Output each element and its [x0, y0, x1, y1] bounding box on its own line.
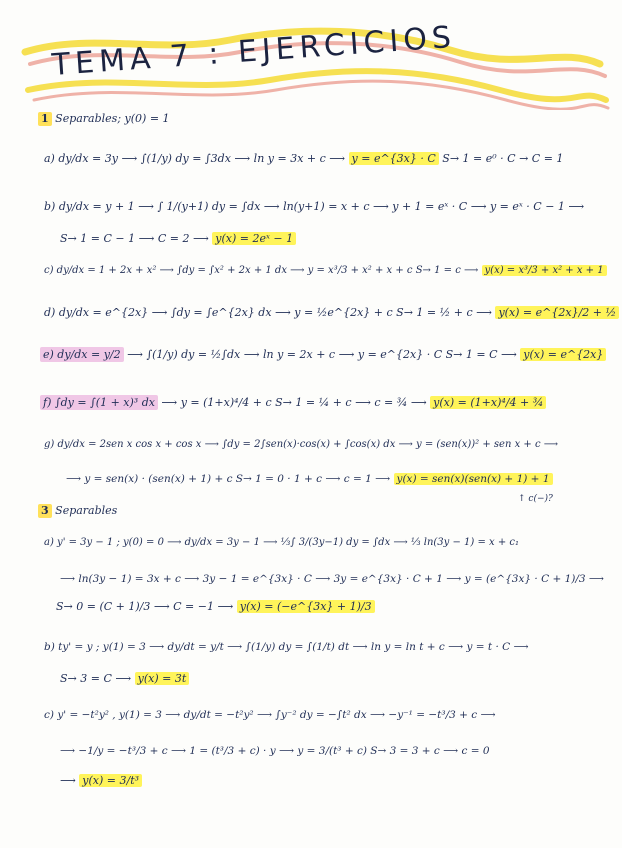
- equation-row: [60, 744, 490, 758]
- equation-row: [44, 438, 558, 452]
- equation-row: [56, 600, 375, 614]
- highlighted-result: y(x) = 3/t³: [79, 774, 142, 787]
- equation-text: b) dy/dx = y + 1 ⟶ ∫ 1/(y+1) dy = ∫dx ⟶ ln(y+1) = x + c ⟶ y + 1 = eˣ · C ⟶ y = eˣ · C − 1 ⟶: [44, 200, 585, 213]
- equation-text: S→ 1 = C − 1 ⟶ C = 2 ⟶: [60, 232, 213, 245]
- equation-text: S→ 0 = (C + 1)/3 ⟶ C = −1 ⟶: [56, 600, 237, 613]
- highlighted-result: y(x) = 3t: [135, 672, 190, 685]
- section-heading: [38, 112, 170, 126]
- equation-row: [44, 640, 529, 654]
- equation-text: a) y' = 3y − 1 ; y(0) = 0 ⟶ dy/dx = 3y − 1 ⟶ ⅓∫ 3/(3y−1) dy = ∫dx ⟶ ⅓ ln(3y − 1) = x + c₁: [44, 537, 520, 548]
- section-number: 3: [38, 504, 52, 518]
- highlighted-result: y(x) = sen(x)(sen(x) + 1) + 1: [394, 473, 553, 485]
- equation-text: b) ty' = y ; y(1) = 3 ⟶ dy/dt = y/t ⟶ ∫(1/y) dy = ∫(1/t) dt ⟶ ln y = ln t + c ⟶ y = t · C ⟶: [44, 641, 529, 653]
- section-heading-text: Separables; y(0) = 1: [55, 112, 170, 125]
- equation-row: [44, 264, 607, 278]
- equation-row: [44, 708, 496, 722]
- equation-row: [44, 152, 563, 166]
- highlighted-result: y(x) = (−e^{3x} + 1)/3: [237, 600, 375, 613]
- equation-text: ⟶ y = (1+x)⁴/4 + c S→ 1 = ¼ + c ⟶ c = ¾ ⟶: [157, 396, 431, 409]
- equation-text: ↑ c(−)?: [518, 494, 553, 504]
- equation-row: [44, 200, 584, 214]
- equation-text: ⟶ ∫(1/y) dy = ½∫dx ⟶ ln y = 2x + c ⟶ y = e^{2x} · C S→ 1 = C ⟶: [123, 348, 521, 361]
- equation-text: ⟶ −1/y = −t³/3 + c ⟶ 1 = (t³/3 + c) · y ⟶ y = 3/(t³ + c) S→ 3 = 3 + c ⟶ c = 0: [60, 745, 490, 757]
- equation-text: c) dy/dx = 1 + 2x + x² ⟶ ∫dy = ∫x² + 2x + 1 dx ⟶ y = x³/3 + x² + x + c S→ 1 = c ⟶: [44, 265, 482, 276]
- equation-text: ⟶ y = sen(x) · (sen(x) + 1) + c S→ 1 = 0 · 1 + c ⟶ c = 1 ⟶: [66, 473, 394, 485]
- section-number: 1: [38, 112, 52, 126]
- equation-row: [60, 572, 604, 586]
- equation-row: [40, 348, 606, 362]
- equation-row: [44, 306, 619, 320]
- highlighted-result: y(x) = e^{2x}: [520, 348, 606, 361]
- equation-row: [60, 774, 142, 788]
- equation-text: ⟶: [60, 774, 80, 787]
- section-heading-text: Separables: [55, 504, 118, 517]
- equation-row: [66, 472, 553, 486]
- page-title: TEMA 7 : EJERCICIOS: [50, 19, 458, 83]
- pink-highlight: f) ∫dy = ∫(1 + x)³ dx: [40, 395, 158, 410]
- section-heading: [38, 504, 117, 518]
- equation-text: S→ 3 = C ⟶: [60, 672, 135, 685]
- highlighted-result: y(x) = x³/3 + x² + x + 1: [482, 265, 607, 276]
- equation-row: [60, 232, 296, 246]
- equation-row: [44, 536, 519, 550]
- pink-highlight: e) dy/dx = y/2: [40, 347, 124, 362]
- equation-text: c) y' = −t²y² , y(1) = 3 ⟶ dy/dt = −t²y² ⟶ ∫y⁻² dy = −∫t² dx ⟶ −y⁻¹ = −t³/3 + c ⟶: [44, 709, 496, 721]
- highlighted-result: y(x) = 2eˣ − 1: [212, 232, 296, 245]
- equation-text: S→ 1 = e⁰ · C → C = 1: [438, 152, 564, 165]
- equation-text: a) dy/dx = 3y ⟶ ∫(1/y) dy = ∫3dx ⟶ ln y = 3x + c ⟶: [44, 152, 349, 165]
- equation-text: ⟶ ln(3y − 1) = 3x + c ⟶ 3y − 1 = e^{3x} · C ⟶ 3y = e^{3x} · C + 1 ⟶ y = (e^{3x} · C + 1)/3 ⟶: [60, 573, 604, 585]
- highlighted-result: y(x) = e^{2x}/2 + ½: [495, 306, 619, 319]
- highlighted-result: y = e^{3x} · C: [349, 152, 439, 165]
- equation-text: g) dy/dx = 2sen x cos x + cos x ⟶ ∫dy = 2∫sen(x)·cos(x) + ∫cos(x) dx ⟶ y = (sen(x))² + sen x + c ⟶: [44, 439, 559, 450]
- equation-row: [60, 672, 189, 686]
- equation-row: [40, 396, 546, 410]
- margin-note: [518, 492, 553, 506]
- highlighted-result: y(x) = (1+x)⁴/4 + ¾: [430, 396, 546, 409]
- equation-text: d) dy/dx = e^{2x} ⟶ ∫dy = ∫e^{2x} dx ⟶ y = ½e^{2x} + c S→ 1 = ½ + c ⟶: [44, 306, 496, 319]
